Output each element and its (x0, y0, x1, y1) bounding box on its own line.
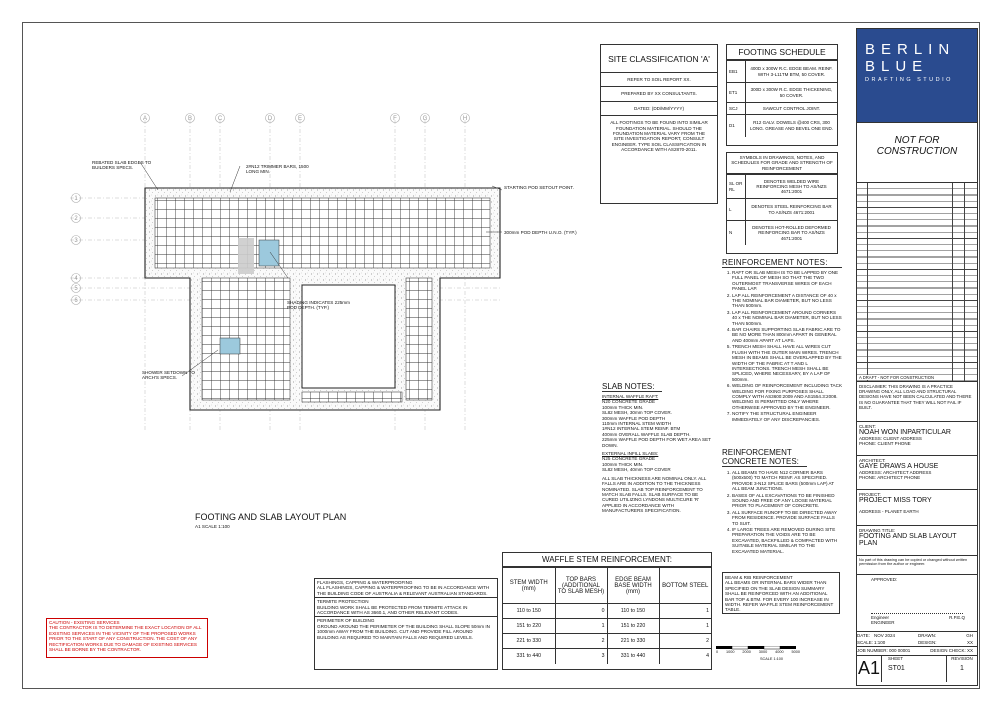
waffle-row (503, 604, 711, 619)
revision-entry: A DRAFT - NOT FOR CONSTRUCTION (859, 375, 951, 380)
status-label: NOT FOR CONSTRUCTION (857, 123, 977, 183)
reinforcement-notes-box (722, 258, 842, 444)
logo-tagline: DRAFTING STUDIO (865, 77, 953, 83)
grid-label-a: A (142, 116, 148, 122)
drawn-value: GH (966, 633, 973, 638)
grid-label-4: 4 (74, 276, 78, 282)
waffle-cell: 0 (555, 604, 607, 619)
architect-section (857, 456, 977, 490)
footing-desc: R12 GALV. DOWELS @400 CRS, 300 LONG. GREASE AND BEVEL ONE END. (746, 115, 838, 137)
waffle-row (503, 649, 711, 664)
project-address: ADDRESS - PLANET EARTH (859, 509, 919, 515)
waffle-row (503, 619, 711, 634)
footing-code: SCJ (727, 103, 746, 115)
slab-note: ALL SLAB THICKNESS ARE NOMINAL ONLY. ALL FALLS ARE IN ADDITION TO THE THICKNESS NOMINATED. SLAB TOP REINFORCEMENT TO MATCH SLAB FALLS. SLAB SURFACE TO BE CURED UTILIZING LYNDONS MULTICURE 'R' APPLIED IN ACCORDANCE WITH MANUFACTURERS SPECIFICATION. (602, 475, 707, 514)
grid-label-g: G (422, 116, 428, 122)
grid-label-b: B (187, 116, 193, 122)
design-label: DESIGN: (918, 640, 937, 646)
callout-rebated-edges: REBATED SLAB EDGES TO BUILDERS SPECS. (92, 160, 152, 171)
disclaimer: DISCLAIMER: THIS DRAWING IS A PRACTICE DRAWING ONLY, ALL LOAD AND STRUCTURAL DESIGNS HAVE NOT BEEN CALCULATED AND THERE IS NO GUARANTEE THAT THEY WILL NOT FAIL IF BUILT. (857, 382, 977, 422)
approved-label: APPROVED: (871, 577, 898, 582)
waffle-cell: 331 to 440 (503, 649, 555, 664)
site-classification-title: SITE CLASSIFICATION 'A' (601, 45, 717, 73)
slab-external-line: SL82 MESH, 40mm TOP COVER (602, 467, 671, 473)
termite-title: TERMITE PROTECTION (317, 599, 369, 605)
drawing-scale: A1 SCALE 1:100 (195, 524, 230, 529)
engineer-role: ENGINEER (871, 620, 895, 625)
site-row: REFER TO SOIL REPORT XX. (601, 73, 717, 87)
reinforcement-note: 7. NOTIFY THE STRUCTURAL ENGINEER IMMEDIATELY OF ANY DISCREPANCIES. (732, 411, 842, 422)
client-name: NOAH WON INPARTICULAR (859, 429, 951, 437)
revision-grid (857, 183, 977, 382)
company-logo (857, 29, 977, 123)
slab-external-line: N25 CONCRETE GRADE (602, 456, 656, 462)
waffle-stem-title: WAFFLE STEM REINFORCEMENT: (503, 553, 711, 567)
grid-label-d: D (267, 116, 273, 122)
slab-notes-box (602, 382, 714, 552)
symbol-code: L (727, 199, 746, 221)
flashing-title: FLASHINGS, CAPPING & WATERPROOFING (317, 580, 413, 585)
grid-label-e: E (297, 116, 303, 122)
site-row: PREPARED BY XX CONSULTANTS. (601, 87, 717, 101)
logo-word-2: BLUE (865, 58, 929, 75)
symbol-desc: DENOTES HOT-ROLLED DEFORMED REINFORCING BAR TO AS/NZS 4671:2001 (746, 221, 838, 245)
waffle-cell: 221 to 330 (503, 634, 555, 649)
concrete-note: 2. BASES OF ALL EXCAVATIONS TO BE FINISHED SOUND AND FREE OF ANY LOOSE MATERIAL PRIOR TO PLACEMENT OF CONCRETE. (732, 493, 842, 509)
symbol-code: N (727, 221, 746, 245)
waffle-cell: 1 (659, 604, 711, 619)
grid-label-f: F (393, 116, 397, 122)
footing-schedule-box (726, 44, 838, 146)
slab-internal-line: 110mm INTERNAL STEM WIDTH (602, 421, 672, 427)
title-block (856, 28, 978, 686)
scale-tick: 5000 (791, 650, 800, 654)
scale-bar-ticks (716, 650, 800, 654)
info-grid (857, 632, 977, 646)
waffle-cell: 4 (659, 649, 711, 664)
client-address: ADDRESS: CLIENT ADDRESS (859, 436, 922, 442)
reinforcement-notes-title: REINFORCEMENT NOTES: (722, 258, 842, 268)
slab-internal-line: SL82 MESH, 30mm TOP COVER. (602, 410, 672, 416)
termite-text: BUILDING WORK SHALL BE PROTECTED FROM TERMITE ATTACK IN ACCORDANCE WITH AS 3660.1, AND OTHER RELEVANT CODES. (317, 604, 468, 616)
scale-bar-label: SCALE 1:100 (760, 657, 784, 661)
engineer-label: Engineer (871, 615, 890, 620)
client-section (857, 422, 977, 456)
job-row (857, 646, 977, 654)
sheet-number: ST01 (888, 664, 905, 672)
rpeq-label: R.P.E.Q (949, 615, 965, 620)
drawing-title-section (857, 526, 977, 556)
waffle-cell: 221 to 330 (607, 634, 659, 649)
beam-rib-text: ALL BEAMS OR INTERNAL BARS WIDER THAN SPECIFIED ON THE SLAB DESIGN SUMMARY SHALL BE REINFORCED WITH AN ADDITIONAL BAR TOP & BTM. FOR EVERY 100 INCREASE IN WIDTH. REFER WAFFLE STEM REINFORCEMENT TABLE. (725, 580, 834, 613)
slab-notes-title: SLAB NOTES: (602, 382, 662, 392)
waffle-header: TOP BARS (ADDITIONAL TO SLAB MESH) (555, 568, 607, 604)
symbols-table (727, 174, 837, 245)
project-section (857, 490, 977, 526)
waffle-header: STEM WIDTH (mm) (503, 568, 555, 604)
callout-setout-point: STARTING POD SETOUT POINT. (504, 185, 574, 190)
footing-code: D1 (727, 115, 746, 137)
general-notes-box (314, 578, 498, 670)
concrete-note: 3. ALL SURFACE RUNOFF TO BE DIRECTED AWAY FROM RESIDENCE. PROVIDE SURFACE FALLS TO SUIT. (732, 510, 842, 526)
waffle-cell: 151 to 220 (503, 619, 555, 634)
beam-rib-title: BEAM & RIB REINFORCEMENT (725, 575, 793, 580)
drawn-label: DRAWN: (918, 633, 937, 638)
grid-label-c: C (217, 116, 223, 122)
caution-title: CAUTION - EXISTING SERVICES (49, 620, 120, 625)
scale-tick: 4000 (775, 650, 784, 654)
date-label: DATE: (857, 633, 870, 638)
waffle-row (503, 634, 711, 649)
footing-desc: 400D x 300W R.C. EDGE BEAM. REINF. WITH 3-L11TM BTM, 50 COVER. (746, 61, 838, 83)
footing-code: EB1 (727, 61, 746, 83)
reinforcement-note: 3. LAP ALL REINFORCEMENT AROUND CORNERS 40 x THE NOMINAL BAR DIAMETER, BUT NO LESS THAN 500mm. (732, 310, 842, 326)
reinforcement-note: 5. TRENCH MESH SHALL HAVE ALL WIRES CUT FLUSH WITH THE OUTER MAIN WIRES. TRENCH MESH IN BEAMS SHALL BE OVERLAPPED BY THE WIDTH OF THE FABRIC AT T AND L INTERSECTIONS. TRENCH MESH SHALL BE SPLICED, WHERE NECESSARY, BY A LAP OF 500mm. (732, 344, 842, 382)
reinforcement-note: 1. RAFT OR SLAB MESH IS TO BE LAPPED BY ONE FULL PANEL OF MESH SO THAT THE TWO OUTERMOST TRANSVERSE WIRES OF EACH PANEL LAP. (732, 270, 842, 292)
callout-shading: SHADING INDICATES 225mm POD DEPTH. (TYP.) (287, 300, 350, 311)
waffle-cell: 331 to 440 (607, 649, 659, 664)
slab-internal-line: 1#N12 INTERNAL STEM REINF. BTM (602, 426, 681, 432)
waffle-cell: 1 (555, 619, 607, 634)
slab-internal-line: N20 CONCRETE GRADE (602, 399, 656, 405)
design-check-label: DESIGN CHECK: (930, 648, 966, 654)
callout-shower-setdown: SHOWER SETDOWN TO ARCH'S SPECS. (142, 370, 195, 381)
waffle-cell: 3 (555, 649, 607, 664)
symbols-box (726, 152, 838, 254)
footing-schedule-table (727, 60, 837, 137)
slab-internal-line: 100mm THICK MIN. (602, 404, 644, 410)
grid-label-1: 1 (74, 196, 78, 202)
drawing-title-label: DRAWING TITLE: (859, 528, 896, 533)
beam-rib-box (722, 572, 840, 614)
scale-tick: 2000 (742, 650, 751, 654)
grid-label-2: 2 (74, 216, 78, 222)
waffle-stem-box (502, 552, 712, 670)
grid-label-3: 3 (74, 238, 78, 244)
revision-number: 1 (960, 664, 964, 672)
waffle-header: EDGE BEAM BASE WIDTH (mm) (607, 568, 659, 604)
reinforcement-notes-list (722, 270, 842, 422)
date-value: NOV 2024 (874, 633, 896, 638)
waffle-cell: 2 (659, 634, 711, 649)
footing-schedule-title: FOOTING SCHEDULE (727, 45, 837, 60)
waffle-cell: 151 to 220 (607, 619, 659, 634)
callout-trimmer-bars: 2#N12 TRIMMER BARS, 1500 LONG MIN. (246, 164, 309, 175)
drawing-title: FOOTING AND SLAB LAYOUT PLAN (195, 512, 347, 522)
perimeter-title: PERIMETER OF BUILDING (317, 618, 375, 624)
footing-code: ET1 (727, 83, 746, 103)
reinforcement-note: 2. LAP ALL REINFORCEMENT A DISTANCE OF 40 x THE NOMINAL BAR DIAMETER, BUT NO LESS THAN 500mm. (732, 293, 842, 309)
sheet-row (857, 655, 977, 682)
architect-address: ADDRESS: ARCHITECT ADDRESS (859, 470, 932, 476)
project-label: PROJECT: (859, 492, 881, 497)
flashing-text: ALL FLASHINGS, CAPPING & WATERPROOFING TO BE IN ACCORDANCE WITH THE BUILDING CODE OF AUSTRALIA & RELEVANT AUSTRALIAN STANDARDS. (317, 585, 490, 596)
architect-phone: PHONE: ARCHITECT PHONE (859, 475, 921, 481)
reinforcement-note: 4. BAR CHAIRS SUPPORTING SLAB FABRIC ARE TO BE NO MORE THAN 800mm APART IN GENERAL AND 400mm APART AT LAPS. (732, 327, 842, 343)
perimeter-text: GROUND AROUND THE PERIMETER OF THE BUILDING SHALL SLOPE 50mm IN 1000mm AWAY FROM THE BUILDING. CUT AND PROVIDE FILL AROUND BUILDING AS REQUIRED TO MAINTAIN FALLS AND REQUIRED LEVELS. (317, 623, 490, 640)
concrete-note: 1. ALL BEAMS TO HAVE N12 CORNER BARS (500x500) TO MATCH REINF. AS SPECIFIED. PROVIDE 3-N12 SPLICE BARS (500mm LAP) AT ALL BEAM JUNCTIONS. (732, 470, 842, 492)
slab-internal-line: 400mm OVERALL WAFFLE SLAB DEPTH. (602, 431, 691, 437)
revision-label: REVISION (951, 655, 973, 661)
slab-external-title: EXTERNAL INFILL SLABS: (602, 451, 659, 457)
waffle-cell: 2 (555, 634, 607, 649)
architect-label: ARCHITECT: (859, 458, 886, 463)
footing-desc: SAWCUT CONTROL JOINT. (746, 103, 838, 115)
design-check-value: XX (966, 648, 973, 654)
design-value: XX (966, 640, 973, 646)
revision-cell (947, 656, 977, 682)
caution-text: THE CONTRACTOR IS TO DETERMINE THE EXACT LOCATION OF ALL EXISTING SERVICES IN THE VICINITY OF THE PROPOSED WORKS PRIOR TO THE START OF ANY CONSTRUCTION. THE COST OF ANY RECTIFICATION WORKS DUE TO DAMAGE OF EXISTING SERVICES SHALL BE BORNE BY THE CONTRACTOR. (49, 625, 202, 653)
sheet-size: A1 (857, 656, 882, 682)
symbol-desc: DENOTES WELDED WIRE REINFORCING MESH TO AS/NZS 4671:2001 (746, 175, 838, 199)
symbol-desc: DENOTES STEEL REINFORCING BAR TO AS/NZS 4671:2001 (746, 199, 838, 221)
copyright-note: No part of this drawing can be copied or changed without written permission from the author or engineer. (859, 558, 968, 567)
slab-internal-line: 225mm WAFFLE POD DEPTH FOR WET AREA SET DOWN. (602, 437, 711, 448)
symbol-code: SL OR RL (727, 175, 746, 199)
waffle-cell: 1 (659, 619, 711, 634)
symbols-title: SYMBOLS IN DRAWINGS, NOTES, AND SCHEDULES FOR GRADE AND STRENGTH OF REINFORCEMENT (727, 153, 837, 174)
concrete-notes-box (722, 448, 842, 566)
site-row: DATED: (DD/MM/YYYY) (601, 102, 717, 116)
waffle-cell: 110 to 150 (607, 604, 659, 619)
waffle-header: BOTTOM STEEL (659, 568, 711, 604)
waffle-stem-table (503, 567, 711, 664)
scale-label: SCALE: (857, 640, 874, 646)
scale-value: 1:100 (874, 640, 886, 646)
concrete-notes-title: REINFORCEMENT CONCRETE NOTES: (722, 448, 807, 467)
sheet-number-cell (882, 656, 947, 682)
caution-box (46, 618, 208, 658)
scale-tick: 1000 (726, 650, 735, 654)
client-phone: PHONE: CLIENT PHONE (859, 441, 911, 447)
reinforcement-note: 6. WELDING OF REINFORCEMENT INCLUDING TACK WELDING FOR FIXING PURPOSES SHALL COMPLY WITH AS3600:2009 AND AS1554.3:2008. WELDING IS PERMITTED ONLY WHERE OTHERWISE APPROVED BY THE ENGINEER. (732, 383, 842, 410)
scale-tick: 3000 (758, 650, 768, 654)
architect-name: GAYE DRAWS A HOUSE (859, 463, 939, 471)
sheet-label: SHEET (888, 655, 904, 661)
callout-pod-depth: 300mm POD DEPTH U.N.O. (TYP.) (504, 230, 577, 235)
client-label: CLIENT: (859, 424, 876, 429)
site-classification-box (600, 44, 718, 204)
slab-internal-title: INTERNAL WAFFLE RAFT: (602, 394, 659, 399)
footing-desc: 300D x 300W R.C. EDGE THICKENING, 50 COVER. (746, 83, 838, 103)
grid-label-6: 6 (74, 298, 78, 304)
project-name: PROJECT MISS TORY (859, 497, 932, 505)
slab-external-line: 100mm THICK MIN. (602, 461, 644, 467)
scale-tick: 0 (716, 650, 719, 654)
site-note: ALL FOOTINGS TO BE FOUND INTO SIMILAR FOUNDATION MATERIAL. SHOULD THE FOUNDATION MATERIAL VARY FROM THE SITE INVESTIGATION REPORT, CONSULT ENGINEER. TYPE SOIL CLASSIFICATION IN ACCORDANCE WITH AS2870-2011. (610, 120, 708, 153)
waffle-cell: 110 to 150 (503, 604, 555, 619)
concrete-note: 4. IF LARGE TREES ARE REMOVED DURING SITE PREPARATION THE VOIDS ARE TO BE EXCAVATED, BACKFILLED & COMPACTED WITH SUITABLE MATERIAL SIMILAR TO THE EXCAVATED MATERIAL. (732, 527, 842, 554)
job-number: JOB NUMBER: 000 00001 (857, 648, 911, 654)
grid-label-h: H (462, 116, 468, 122)
drawing-title-value: FOOTING AND SLAB LAYOUT PLAN (859, 533, 957, 548)
grid-label-5: 5 (74, 286, 78, 292)
approval-section (857, 574, 977, 632)
concrete-notes-list (722, 470, 842, 554)
logo-word-1: BERLIN (865, 41, 956, 58)
slab-internal-line: 300mm WAFFLE POD DEPTH (602, 415, 666, 421)
